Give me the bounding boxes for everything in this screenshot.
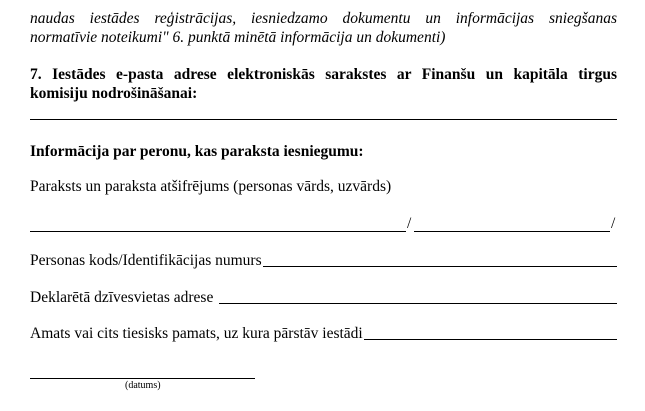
position-row — [30, 325, 617, 343]
date-field-line[interactable] — [30, 378, 255, 379]
address-field-line[interactable] — [219, 303, 617, 304]
address-row — [30, 289, 617, 307]
intro-text-line-1: naudas iestādes reģistrācijas, iesniedzamo dokumentu un informācijas sniegšanas — [30, 10, 617, 27]
name-field-end-slash: / — [611, 215, 616, 232]
section-7-heading-line-2: komisiju nodrošināšanai: — [30, 85, 198, 102]
signer-info-heading: Informācija par peronu, kas paraksta iesniegumu: — [30, 143, 364, 160]
personal-code-row — [30, 252, 617, 270]
section-7-heading-line-1: 7. Iestādes e-pasta adrese elektroniskās sarakstes ar Finanšu un kapitāla tirgus — [30, 66, 617, 83]
personal-code-label: Personas kods/Identifikācijas numurs — [30, 252, 262, 269]
position-field-line[interactable] — [364, 339, 617, 340]
signature-label: Paraksts un paraksta atšifrējums (personas vārds, uzvārds) — [30, 178, 392, 195]
signature-field-line[interactable] — [30, 231, 406, 232]
date-label: (datums) — [125, 380, 161, 391]
intro-text-line-2: normatīvie noteikumi" 6. punktā minētā informācija un dokumenti) — [30, 29, 446, 46]
name-field-line[interactable] — [414, 231, 610, 232]
personal-code-field-line[interactable] — [263, 266, 617, 267]
position-label: Amats vai cits tiesisks pamats, uz kura pārstāv iestādi — [30, 325, 363, 342]
address-label: Deklarētā dzīvesvietas adrese — [30, 289, 214, 306]
signature-separator: / — [407, 215, 412, 232]
email-field-line[interactable] — [30, 119, 617, 120]
